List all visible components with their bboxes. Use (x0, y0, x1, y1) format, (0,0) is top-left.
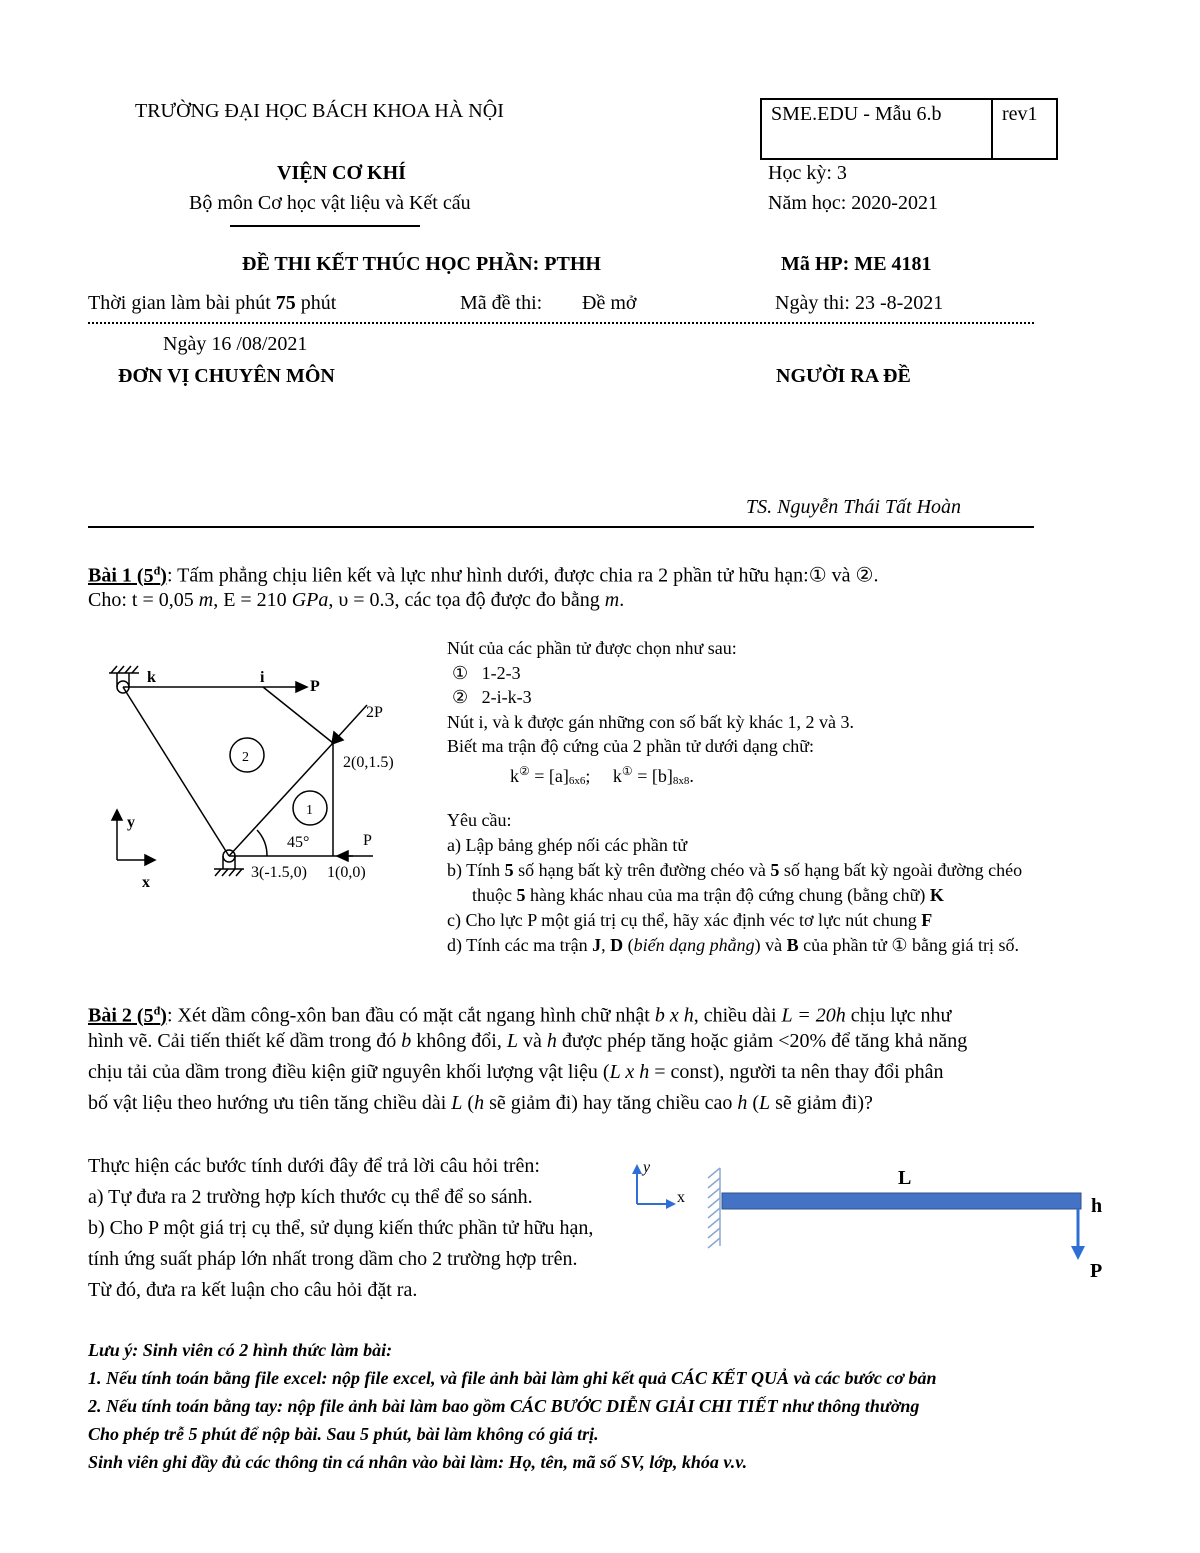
stiffness-matrices: k② = [a]6x6; k① = [b]8x8. (510, 764, 694, 787)
label-i: i (260, 669, 265, 686)
arrow-P-top-icon (296, 682, 307, 692)
step-b-line3: Từ đó, đưa ra kết luận cho câu hỏi đặt ra. (88, 1279, 418, 1301)
requirement-d: d) Tính các ma trận J, D (biến dạng phẳng) và B của phần tử ① bằng giá trị số. (447, 935, 1019, 955)
edge-k-3 (123, 687, 229, 856)
beam-body (722, 1193, 1081, 1209)
support-3-icon (214, 850, 244, 876)
header-dotted-divider (88, 322, 1034, 324)
semester: Học kỳ: 3 (768, 162, 847, 184)
plate-figure (95, 655, 425, 900)
element1-nodes: ① 1-2-3 (452, 663, 521, 683)
note-line3: Cho phép trễ 5 phút để nộp bài. Sau 5 phút, bài làm không có giá trị. (88, 1424, 599, 1444)
notes-title: Lưu ý: Sinh viên có 2 hình thức làm bài: (88, 1340, 393, 1360)
revision: rev1 (1002, 103, 1038, 125)
form-code-divider (991, 100, 993, 158)
institute-name: VIỆN CƠ KHÍ (277, 162, 406, 184)
requirements-title: Yêu cầu: (447, 810, 512, 830)
cantilever-beam-figure (700, 1160, 1120, 1290)
sign-date: Ngày 16 /08/2021 (163, 333, 308, 355)
label-L: L (898, 1167, 912, 1189)
exam-duration: Thời gian làm bài phút 75 phút (88, 292, 337, 314)
department-underline (230, 225, 420, 227)
axis-x-arrow-icon (666, 1199, 676, 1209)
edge-i-2 (263, 687, 333, 743)
problem1-statement: Bài 1 $(5^đ)$: Tấm phẳng chịu liên kết và lực như hình dưới, được chia ra 2 phần tử hữu hạn:① và ②. (88, 563, 879, 587)
requirement-a: a) Lập bảng ghép nối các phần tử (447, 835, 688, 855)
requirement-b-line2: thuộc 5 hàng khác nhau của ma trận độ cứng chung (bằng chữ) K (472, 885, 944, 905)
note-line2: 2. Nếu tính toán bằng tay: nộp file ảnh bài làm bao gồm CÁC BƯỚC DIỄN GIẢI CHI TIẾT như thông thường (88, 1396, 920, 1416)
element2-nodes: ② 2-i-k-3 (452, 687, 532, 707)
axis-x-label: x (677, 1189, 685, 1206)
label-P-top: P (310, 678, 320, 695)
note-line1: 1. Nếu tính toán bằng file excel: nộp file excel, và file ảnh bài làm ghi kết quả CÁC KẾT QUẢ và các bước cơ bản (88, 1368, 937, 1388)
axis-x-arrow-icon (145, 855, 155, 865)
axis-x-label: x (142, 874, 150, 891)
exam-code-label: Mã đề thi: (460, 292, 543, 314)
step-a: a) Tự đưa ra 2 trường hợp kích thước cụ thể để so sánh. (88, 1186, 533, 1208)
author-name: TS. Nguyễn Thái Tất Hoàn (746, 496, 962, 518)
problem2-line1: Bài 2 $(5^đ)$: Xét dầm công-xôn ban đầu có mặt cắt ngang hình chữ nhật b x h, chiều dài L = 20h chịu lực như (88, 1003, 952, 1027)
department-name: Bộ môn Cơ học vật liệu và Kết cấu (189, 192, 471, 214)
problem1-given: Cho: t = 0,05 m, E = 210 GPa, υ = 0.3, các tọa độ được đo bằng m. (88, 589, 625, 611)
load-arrow-icon (1071, 1246, 1085, 1260)
school-year: Năm học: 2020-2021 (768, 192, 938, 214)
problem2-line2: hình vẽ. Cải tiến thiết kế dầm trong đó b không đổi, L và h được phép tăng hoặc giảm <20% để tăng khả năng (88, 1030, 968, 1052)
nodes-intro: Nút của các phần tử được chọn như sau: (447, 638, 737, 658)
label-angle: 45° (287, 834, 310, 851)
stiffness-intro: Biết ma trận độ cứng của 2 phần tử dưới dạng chữ: (447, 736, 814, 756)
axis-y-label: y (643, 1159, 651, 1176)
note-line4: Sinh viên ghi đầy đủ các thông tin cá nhân vào bài làm: Họ, tên, mã số SV, lớp, khóa v.v. (88, 1452, 748, 1472)
label-elem1: 1 (306, 803, 313, 818)
header-solid-divider (88, 526, 1034, 528)
exam-date: Ngày thi: 23 -8-2021 (775, 292, 944, 314)
label-node2: 2(0,1.5) (343, 754, 394, 771)
steps-intro: Thực hiện các bước tính dưới đây để trả lời câu hỏi trên: (88, 1155, 540, 1177)
requirement-b-line1: b) Tính 5 số hạng bất kỳ trên đường chéo và 5 số hạng bất kỳ ngoài đường chéo (447, 860, 1023, 880)
exam-code-value: Đề mở (582, 292, 637, 314)
exam-title: ĐỀ THI KẾT THÚC HỌC PHẦN: PTHH (242, 253, 601, 275)
label-2P: 2P (366, 704, 383, 721)
step-b-line2: tính ứng suất pháp lớn nhất trong dầm cho 2 trường hợp trên. (88, 1248, 578, 1270)
problem2-line4: bố vật liệu theo hướng ưu tiên tăng chiều dài L (h sẽ giảm đi) hay tăng chiều cao h (L sẽ giảm đi)? (88, 1092, 873, 1114)
unit-label: ĐƠN VỊ CHUYÊN MÔN (118, 365, 335, 387)
label-h: h (1091, 1195, 1103, 1217)
author-label: NGƯỜI RA ĐỀ (776, 365, 911, 387)
university-name: TRƯỜNG ĐẠI HỌC BÁCH KHOA HÀ NỘI (135, 100, 504, 122)
axis-y-label: y (127, 814, 135, 831)
course-code: Mã HP: ME 4181 (781, 253, 932, 275)
label-k: k (147, 669, 156, 686)
wall-hatch-icon (708, 1168, 720, 1248)
nodes-note: Nút i, và k được gán những con số bất kỳ khác 1, 2 và 3. (447, 712, 854, 732)
axis-y-arrow-icon (112, 810, 122, 820)
form-code-box (760, 98, 1058, 160)
arrow-P-right-icon (337, 851, 348, 861)
label-node1: 1(0,0) (327, 864, 366, 881)
requirement-c: c) Cho lực P một giá trị cụ thể, hãy xác định véc tơ lực nút chung F (447, 910, 933, 930)
beam-axes (625, 1152, 695, 1212)
axis-y-arrow-icon (632, 1164, 642, 1174)
label-node3: 3(-1.5,0) (251, 864, 307, 881)
form-code: SME.EDU - Mẫu 6.b (771, 103, 942, 125)
step-b-line1: b) Cho P một giá trị cụ thể, sử dụng kiến thức phần tử hữu hạn, (88, 1217, 594, 1239)
label-elem2: 2 (242, 750, 249, 765)
problem2-line3: chịu tải của dầm trong điều kiện giữ nguyên khối lượng vật liệu (L x h = const), người ta nên thay đổi phân (88, 1061, 944, 1083)
label-P: P (1090, 1260, 1103, 1282)
label-P-right: P (363, 832, 372, 849)
